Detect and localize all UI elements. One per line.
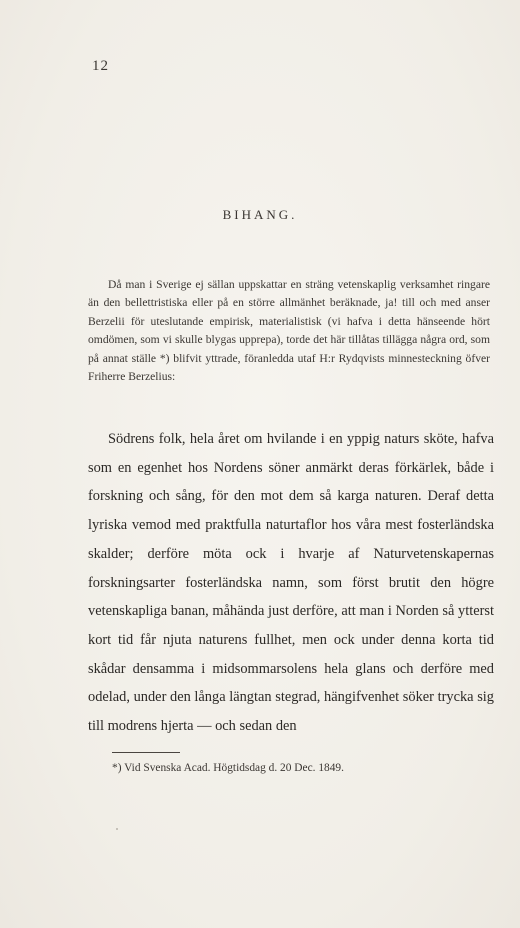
paper-speck bbox=[116, 828, 118, 830]
page-number: 12 bbox=[92, 58, 109, 74]
quoted-passage bbox=[88, 425, 494, 741]
intro-text: Då man i Sverige ej sällan uppskattar en sträng vetenskaplig verksamhet ringare än den bellettristiska eller på en större allmänhet beräknade, ja! till och med anser Berzelii för uteslutande empirisk, materialistisk (vi hafva i detta hänseende hört omdömen, som vi skulle blygas upprepa), torde det här tillåtas tillägga några ord, som på annat ställe *) blifvit yttrade, föranledda utaf H:r Rydqvists minnesteckning öfver Friherre Berzelius: bbox=[88, 278, 490, 384]
footnote: *) Vid Svenska Acad. Högtidsdag d. 20 Dec. 1849. bbox=[112, 762, 344, 774]
footnote-rule bbox=[112, 752, 180, 753]
quote-text: Södrens folk, hela året om hvilande i en yppig naturs sköte, hafva som en egenhet hos Nordens söner anmärkt deras förkärlek, både i forskning och sång, för den mot dem så karga naturen. Deraf detta lyriska vemod med praktfulla naturtaflor hos våra mest fosterländska skalder; derföre möta ock i hvarje af Naturvetenskapernas forskningsarter fosterländska namn, som först brutit den högre vetenskapliga banan, måhända just derföre, att man i Norden så ytterst kort tid får njuta naturens fullhet, men ock under denna korta tid skådar densamma i midsommarsolens hela glans och derföre med odelad, under den långa längtan stegrad, hängifvenhet söker trycka sig till modrens hjerta — och sedan den bbox=[88, 431, 494, 735]
section-heading: BIHANG. bbox=[222, 207, 298, 222]
intro-paragraph bbox=[88, 276, 490, 386]
